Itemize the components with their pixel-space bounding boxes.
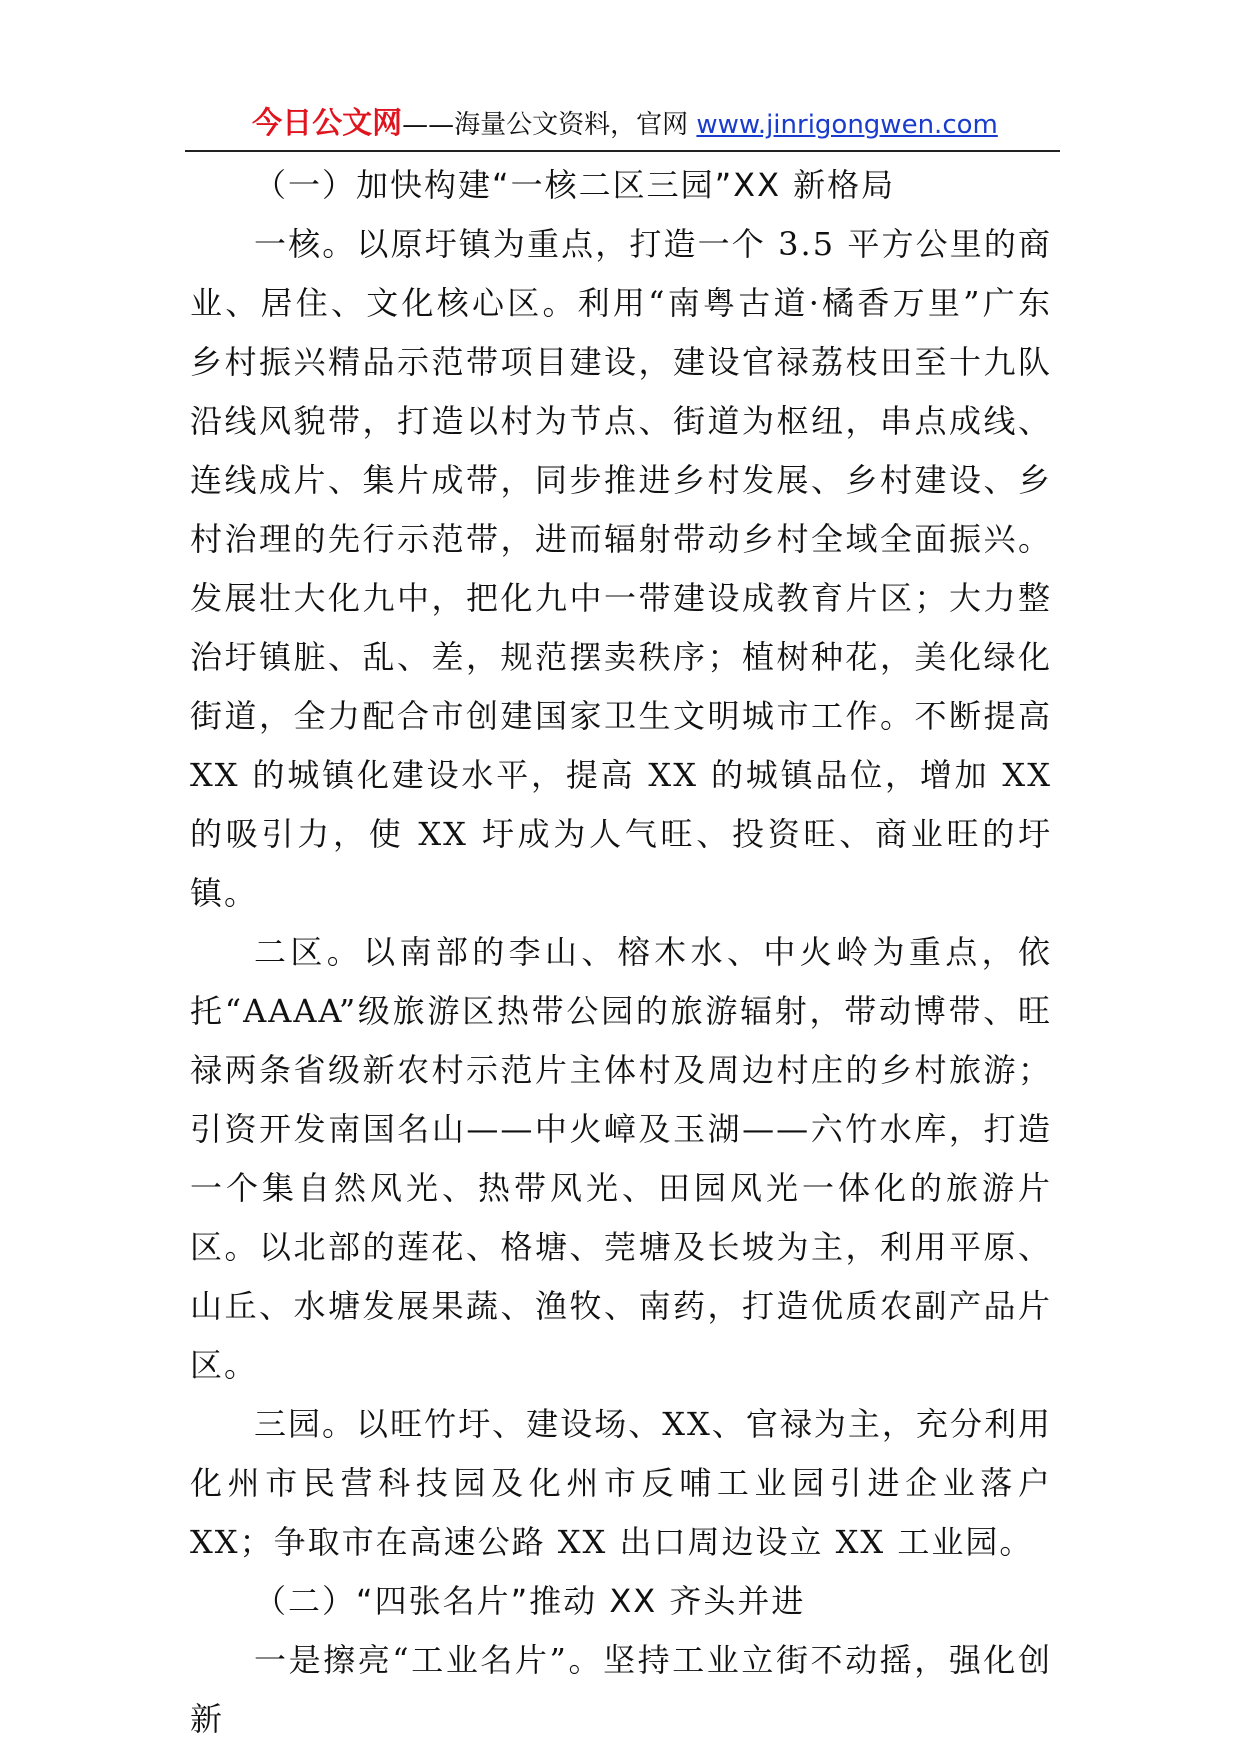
paragraph-three-parks: 三园。以旺竹圩、建设场、XX、官禄为主，充分利用化州市民营科技园及化州市反哺工业园引进企业落户 XX；争取市在高速公路 XX 出口周边设立 XX 工业园。 [190, 1405, 1052, 1561]
paragraph-two-zones: 二区。以南部的李山、榕木水、中火岭为重点，依托“AAAA”级旅游区热带公园的旅游辐射，带动博带、旺禄两条省级新农村示范片主体村及周边村庄的乡村旅游；引资开发南国名山——中火嶂及玉湖——六竹水库，打造一个集自然风光、热带风光、田园风光一体化的旅游片区。以北部的莲花、格塘、莞塘及长坡为主，利用平原、山丘、水塘发展果蔬、渔牧、南药，打造优质农副产品片区。 [190, 933, 1052, 1384]
section-heading-1: （一）加快构建“一核二区三园”XX 新格局 [254, 166, 896, 204]
site-brand: 今日公文网 [252, 106, 403, 141]
site-url-link[interactable]: www.jinrigongwen.com [696, 110, 998, 140]
header-divider [185, 150, 1060, 152]
document-body [190, 156, 1052, 1749]
document-header [190, 104, 1060, 145]
paragraph-industry-card: 一是擦亮“工业名片”。坚持工业立街不动摇，强化创新 [190, 1641, 1052, 1738]
paragraph-one-core: 一核。以原圩镇为重点，打造一个 3.5 平方公里的商业、居住、文化核心区。利用“南粤古道·橘香万里”广东乡村振兴精品示范带项目建设，建设官禄荔枝田至十九队沿线风貌带，打造以村为节点、街道为枢纽，串点成线、连线成片、集片成带，同步推进乡村发展、乡村建设、乡村治理的先行示范带，进而辐射带动乡村全域全面振兴。发展壮大化九中，把化九中一带建设成教育片区；大力整治圩镇脏、乱、差，规范摆卖秩序；植树种花，美化绿化街道，全力配合市创建国家卫生文明城市工作。不断提高 XX 的城镇化建设水平，提高 XX 的城镇品位，增加 XX 的吸引力，使 XX 圩成为人气旺、投资旺、商业旺的圩镇。 [190, 225, 1052, 912]
header-tagline: ——海量公文资料，官网 [402, 110, 697, 140]
section-heading-2: （二）“四张名片”推动 XX 齐头并进 [254, 1582, 806, 1620]
